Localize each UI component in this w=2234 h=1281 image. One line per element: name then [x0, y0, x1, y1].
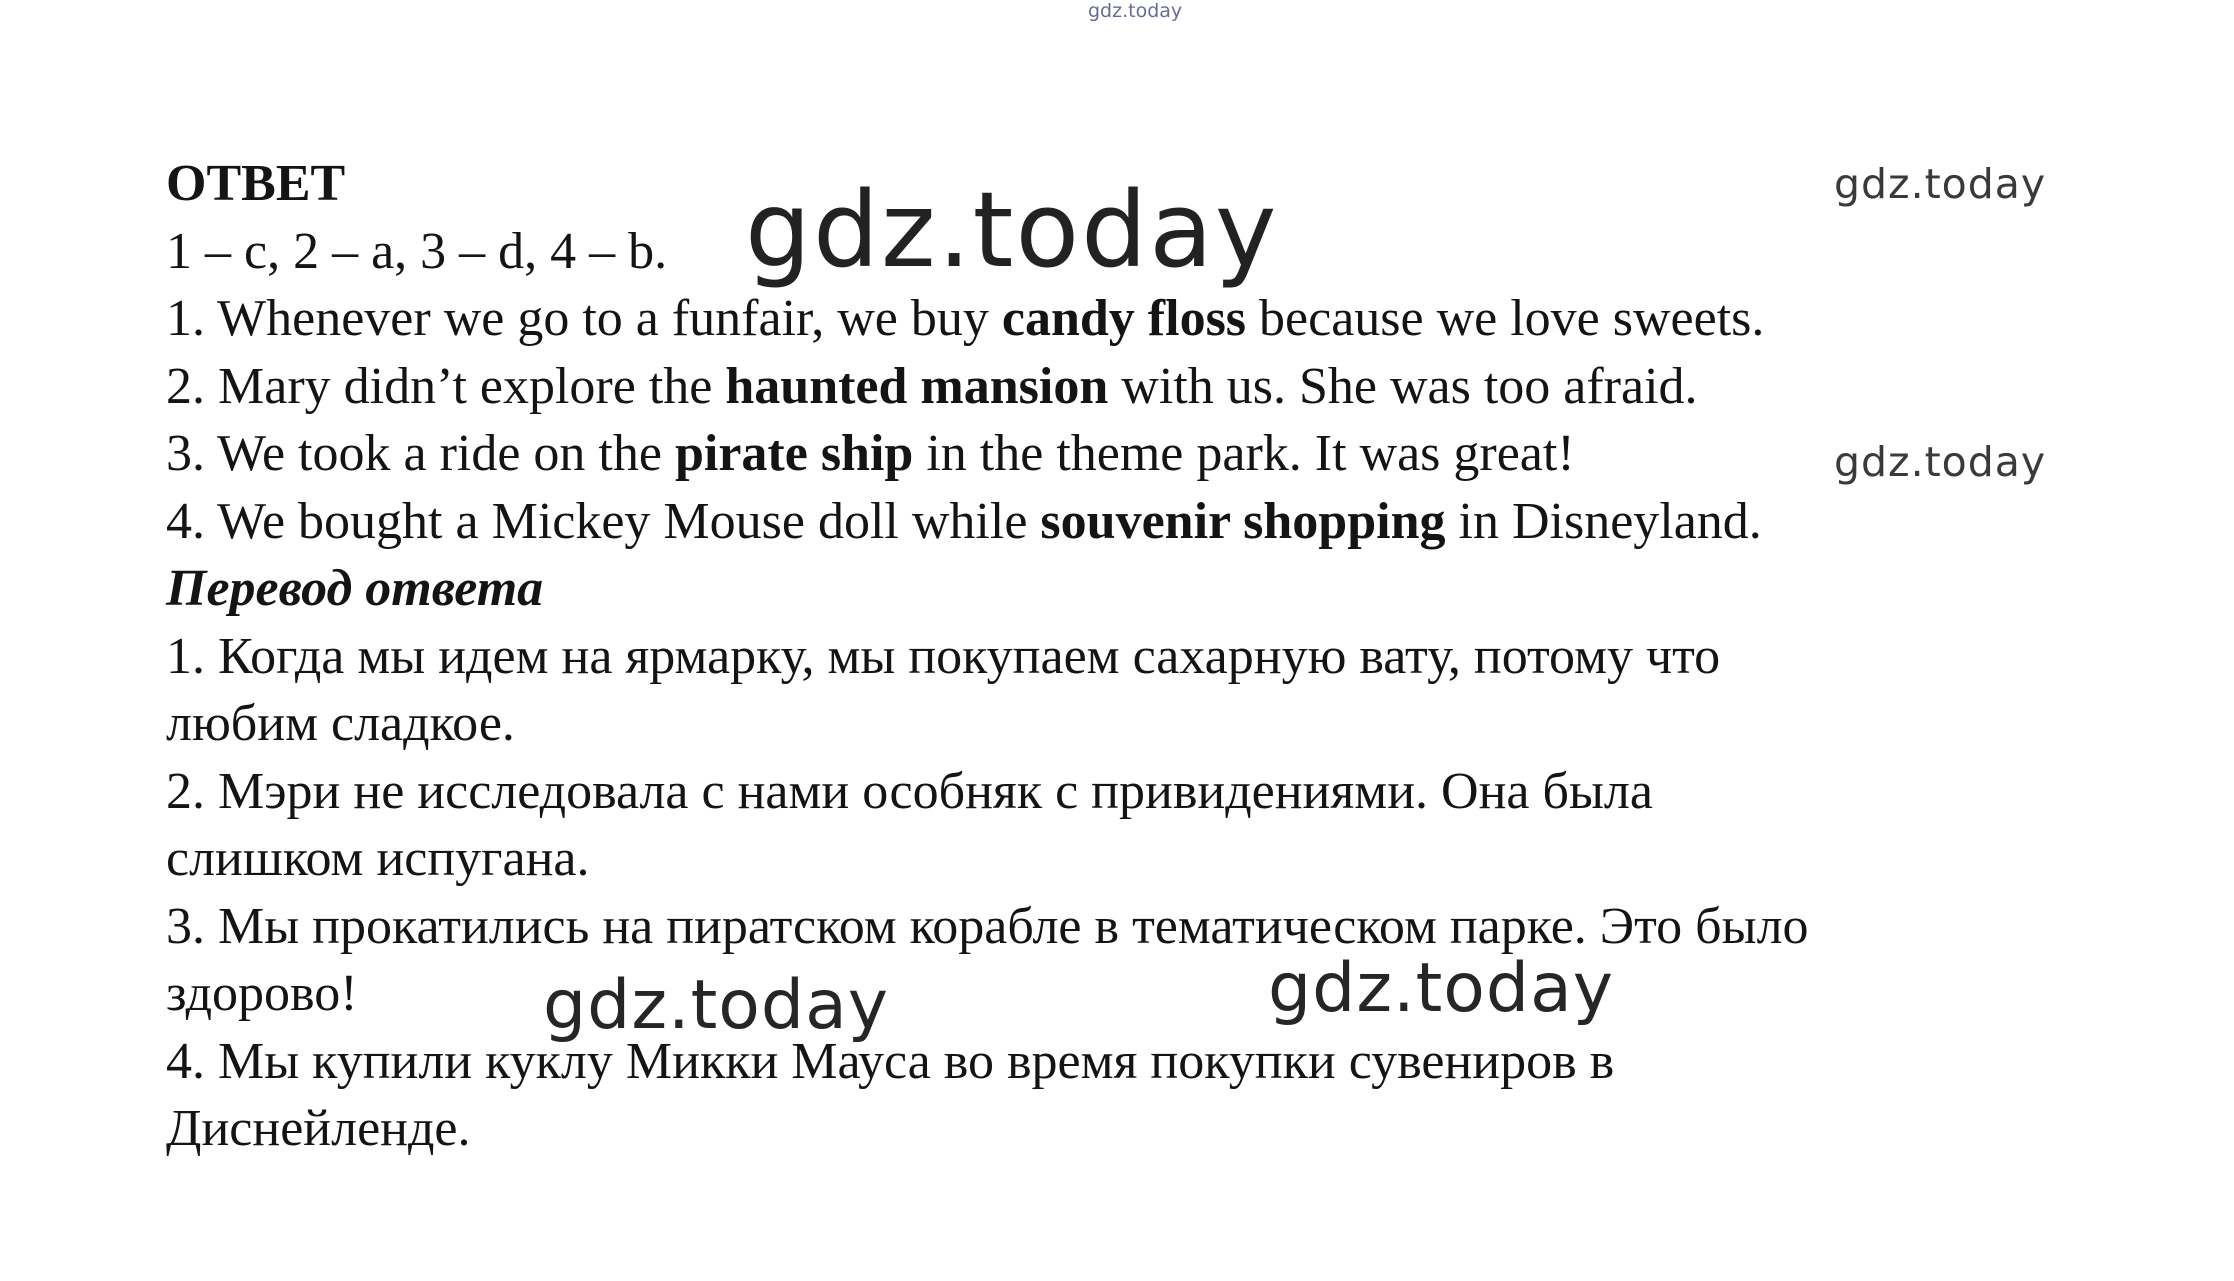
answer-sentence-4 [166, 488, 2116, 556]
sentence-text-before: We took a ride on the [205, 425, 675, 482]
watermark-right-top: gdz.today [1834, 160, 2047, 208]
answer-sentence-2 [166, 353, 2116, 421]
sentence-text-after: in the theme park. It was great! [913, 425, 1575, 482]
vocabulary-term: candy floss [1001, 290, 1247, 347]
sentence-text-after: because we love sweets. [1246, 290, 1765, 347]
sentence-text-before: Mary didn’t explore the [205, 357, 726, 415]
translation-line: 1. Когда мы идем на ярмарку, мы покупаем сахарную вату, потому что [166, 627, 1721, 685]
vocabulary-term: souvenir shopping [1040, 492, 1446, 550]
sentence-number: 1. [166, 290, 205, 347]
translation-line: 3. Мы прокатились на пиратском корабле в тематическом парке. Это было [166, 897, 1809, 955]
answer-document [166, 150, 2116, 1163]
translation-line: слишком испугана. [166, 830, 590, 887]
translation-line: здорово! [166, 965, 358, 1022]
sentence-number: 3. [166, 425, 205, 482]
sentence-text-after: with us. She was too afraid. [1108, 357, 1698, 415]
translation-line: любим сладкое. [166, 695, 515, 752]
translation-line: Диснейленде. [166, 1100, 471, 1157]
sentence-text-before: Whenever we go to a funfair, we buy [205, 290, 1002, 347]
translation-line: 2. Мэри не исследовала с нами особняк с привидениями. Она была [166, 762, 1653, 820]
watermark-bottom-left: gdz.today [543, 966, 889, 1045]
watermark-right-middle: gdz.today [1834, 438, 2047, 486]
translation-heading: Перевод ответа [166, 560, 544, 617]
answer-key: 1 – c, 2 – a, 3 – d, 4 – b. [166, 222, 668, 280]
vocabulary-term: haunted mansion [725, 357, 1109, 415]
sentence-number: 4. [166, 492, 205, 550]
sentence-number: 2. [166, 357, 205, 415]
sentence-text-before: We bought a Mickey Mouse doll while [205, 492, 1041, 550]
vocabulary-term: pirate ship [674, 425, 914, 482]
watermark-top: gdz.today [1088, 0, 1183, 22]
answer-heading: ОТВЕТ [166, 155, 346, 212]
answer-sentence-1 [166, 285, 2116, 353]
answer-sentence-3 [166, 420, 2116, 488]
sentence-text-after: in Disneyland. [1445, 492, 1762, 550]
watermark-large: gdz.today [745, 169, 1279, 291]
translation-line: 4. Мы купили куклу Микки Мауса во время покупки сувениров в [166, 1032, 1615, 1090]
watermark-bottom-right: gdz.today [1268, 949, 1614, 1028]
